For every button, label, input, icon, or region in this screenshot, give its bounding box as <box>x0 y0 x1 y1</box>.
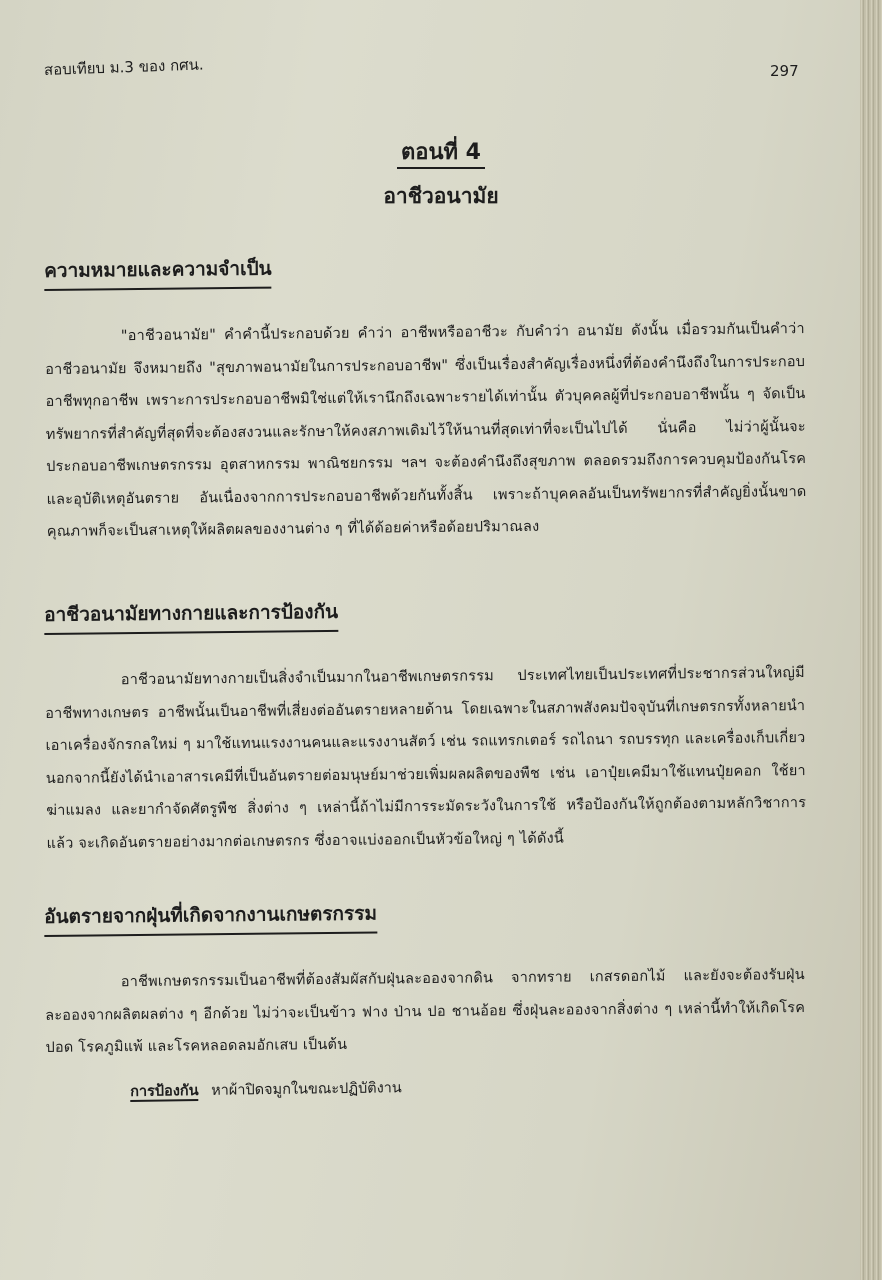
section-dust-hazard <box>44 894 806 1064</box>
running-head: สอบเทียบ ม.3 ของ กศน. <box>43 55 204 79</box>
section-heading: ความหมายและความจำเป็น <box>44 254 272 291</box>
prevention-text: หาผ้าปิดจมูกในขณะปฏิบัติงาน <box>211 1080 402 1099</box>
section-heading: อาชีวอนามัยทางกายและการป้องกัน <box>44 597 338 635</box>
page-number: 297 <box>770 62 799 80</box>
section-paragraph: อาชีพเกษตรกรรมเป็นอาชีพที่ต้องสัมผัสกับฝุ่นละอองจากดิน จากทราย เกสรดอกไม้ และยังจะต้องรับฝุ่นละอองจากผลิตผลต่าง ๆ อีกด้วย ไม่ว่าจะเป็นข้าว ฟาง ป่าน ปอ ชานอ้อย ซึ่งฝุ่นละอองจากสิ่งต่าง ๆ เหล่านี้ทำให้เกิดโรคปอด โรคภูมิแพ้ และโรคหลอดลมอักเสบ เป็นต้น <box>45 967 806 1056</box>
prevention-line <box>130 1076 402 1103</box>
section-meaning <box>44 248 807 548</box>
section-paragraph: อาชีวอนามัยทางกายเป็นสิ่งจำเป็นมากในอาชีพเกษตรกรรม ประเทศไทยเป็นประเทศที่ประชากรส่วนใหญ่มีอาชีพทางเกษตร อาชีพนั้นเป็นอาชีพที่เสี่ยงต่ออันตรายหลายด้าน โดยเฉพาะในสภาพสังคมปัจจุบันที่เกษตรกรทั้งหลายนำเอาเครื่องจักรกลใหม่ ๆ มาใช้แทนแรงงานคนและแรงงานสัตว์ เช่น รถแทรกเตอร์ รถไถนา รถบรรทุก และเครื่องเก็บเกี่ยว นอกจากนี้ยังได้นำเอาสารเคมีที่เป็นอันตรายต่อมนุษย์มาช่วยเพิ่มผลผลิตของพืช เช่น เอาปุ๋ยเคมีมาใช้แทนปุ๋ยคอก ใช้ยาฆ่าแมลง และยากำจัดศัตรูพืช สิ่งต่าง ๆ เหล่านี้ถ้าไม่มีการระมัดระวังในการใช้ หรือป้องกันให้ถูกต้องตามหลักวิชาการแล้ว จะเกิดอันตรายอย่างมากต่อเกษตรกร ซึ่งอาจแบ่งออกเป็นหัวข้อใหญ่ ๆ ได้ดังนี้ <box>45 665 807 852</box>
chapter-label-text: ตอนที่ 4 <box>397 140 485 169</box>
prevention-label: การป้องกัน <box>130 1083 199 1100</box>
section-physical-health <box>44 592 807 860</box>
chapter-title: อาชีวอนามัย <box>383 184 499 208</box>
chapter-label <box>0 134 882 169</box>
section-heading: อันตรายจากฝุ่นที่เกิดจากงานเกษตรกรรม <box>44 899 377 937</box>
section-paragraph: "อาชีวอนามัย" คำคำนี้ประกอบด้วย คำว่า อาชีพหรืออาชีวะ กับคำว่า อนามัย ดังนั้น เมื่อรวมกันเป็นคำว่า อาชีวอนามัย จึงหมายถึง "สุขภาพอนามัยในการประกอบอาชีพ" ซึ่งเป็นเรื่องสำคัญเรื่องหนึ่งที่ต้องคำนึงถึงในการประกอบอาชีพทุกอาชีพ เพราะการประกอบอาชีพมิใช่แต่ให้เรานึกถึงเฉพาะรายได้เท่านั้น ตัวบุคคลผู้ที่ประกอบอาชีพนั้น ๆ จัดเป็นทรัพยากรที่สำคัญที่สุดที่จะต้องสงวนและรักษาให้คงสภาพเดิมไว้ให้นานที่สุดเท่าที่จะเป็นไปได้ นั่นคือ ไม่ว่าผู้นั้นจะประกอบอาชีพเกษตรกรรม อุตสาหกรรม พาณิชยกรรม ฯลฯ จะต้องคำนึงถึงสุขภาพ ตลอดรวมถึงการควบคุมป้องกันโรค และอุบัติเหตุอันตราย อันเนื่องจากการประกอบอาชีพด้วยกันทั้งสิ้น เพราะถ้าบุคคลอันเป็นทรัพยากรที่สำคัญยิ่งนั้นขาดคุณภาพก็จะเป็นสาเหตุให้ผลิตผลของงานต่าง ๆ ที่ได้ด้อยค่าหรือด้อยปริมาณลง <box>45 321 807 540</box>
